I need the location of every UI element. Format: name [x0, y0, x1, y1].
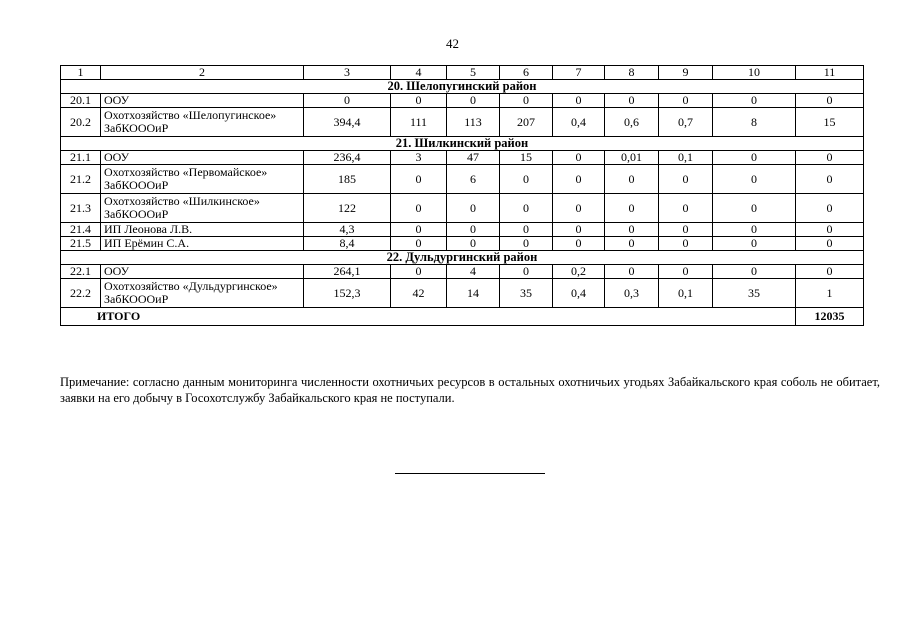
table-row: [61, 223, 864, 237]
row-value: 0: [713, 265, 796, 279]
row-value: 0: [713, 237, 796, 251]
row-value: 152,3: [304, 279, 391, 308]
row-value: 0: [447, 194, 500, 223]
row-value: 4,3: [304, 223, 391, 237]
row-value: 47: [447, 151, 500, 165]
row-number: 20.1: [61, 94, 101, 108]
row-value: 1: [796, 279, 864, 308]
row-value: 42: [391, 279, 447, 308]
row-value: 0: [713, 94, 796, 108]
row-value: 0: [500, 94, 553, 108]
table-row: [61, 279, 864, 308]
row-number: 22.2: [61, 279, 101, 308]
column-header: 2: [101, 66, 304, 80]
row-value: 15: [796, 108, 864, 137]
row-value: 0: [304, 94, 391, 108]
row-value: 0: [796, 94, 864, 108]
row-value: 0: [713, 165, 796, 194]
row-value: 0: [553, 165, 605, 194]
row-name: Охотхозяйство «Дульдургинское» ЗабКОООиР: [101, 279, 304, 308]
row-value: 0: [605, 237, 659, 251]
row-value: 0: [659, 165, 713, 194]
row-value: 0: [447, 237, 500, 251]
row-value: 0: [605, 265, 659, 279]
row-value: 0: [447, 223, 500, 237]
table-row: [61, 165, 864, 194]
row-value: 0: [659, 237, 713, 251]
total-value: 12035: [796, 308, 864, 326]
table-row: [61, 108, 864, 137]
row-number: 22.1: [61, 265, 101, 279]
row-value: 0: [391, 165, 447, 194]
row-value: 0: [447, 94, 500, 108]
row-value: 394,4: [304, 108, 391, 137]
row-name: ИП Леонова Л.В.: [101, 223, 304, 237]
row-value: 0: [391, 194, 447, 223]
row-name: ООУ: [101, 151, 304, 165]
row-name: ООУ: [101, 94, 304, 108]
row-value: 15: [500, 151, 553, 165]
row-value: 0: [659, 94, 713, 108]
row-value: 0: [500, 165, 553, 194]
row-name: Охотхозяйство «Шелопугинское» ЗабКОООиР: [101, 108, 304, 137]
row-value: 207: [500, 108, 553, 137]
row-number: 21.5: [61, 237, 101, 251]
row-value: 0: [605, 165, 659, 194]
row-name: ИП Ерёмин С.А.: [101, 237, 304, 251]
column-header: 4: [391, 66, 447, 80]
row-value: 236,4: [304, 151, 391, 165]
row-value: 0: [391, 265, 447, 279]
total-label: ИТОГО: [61, 308, 796, 326]
row-value: 0: [500, 223, 553, 237]
row-value: 0: [391, 94, 447, 108]
row-value: 0: [553, 94, 605, 108]
row-value: 3: [391, 151, 447, 165]
row-value: 35: [713, 279, 796, 308]
row-value: 0: [796, 194, 864, 223]
row-value: 0: [796, 165, 864, 194]
closing-rule: [395, 473, 545, 474]
row-value: 0: [796, 237, 864, 251]
table-row: [61, 194, 864, 223]
row-value: 4: [447, 265, 500, 279]
table-row: [61, 94, 864, 108]
page-number: 42: [446, 36, 459, 51]
column-header: 1: [61, 66, 101, 80]
row-number: 20.2: [61, 108, 101, 137]
section-title-row: [61, 251, 864, 265]
table-row: [61, 265, 864, 279]
column-header: 11: [796, 66, 864, 80]
row-value: 111: [391, 108, 447, 137]
row-name: ООУ: [101, 265, 304, 279]
table-body: [61, 66, 864, 326]
row-value: 0: [391, 223, 447, 237]
row-value: 0: [553, 237, 605, 251]
column-header: 10: [713, 66, 796, 80]
row-value: 264,1: [304, 265, 391, 279]
row-value: 0,1: [659, 151, 713, 165]
row-value: 0,3: [605, 279, 659, 308]
row-value: 0: [605, 194, 659, 223]
row-value: 0: [391, 237, 447, 251]
row-value: 113: [447, 108, 500, 137]
row-value: 0: [500, 237, 553, 251]
table-row: [61, 151, 864, 165]
row-value: 0: [796, 151, 864, 165]
row-value: 0,2: [553, 265, 605, 279]
row-value: 0: [659, 223, 713, 237]
column-header: 8: [605, 66, 659, 80]
footnote: Примечание: согласно данным мониторинга численности охотничьих ресурсов в остальных охотничьих угодьях Забайкальского края соболь не обитает, заявки на его добычу в Госохотслужбу Забайкальского края не поступали.: [60, 375, 880, 405]
row-value: 0,4: [553, 108, 605, 137]
data-table: [60, 65, 864, 326]
row-value: 0: [659, 265, 713, 279]
row-value: 0: [713, 223, 796, 237]
row-value: 0: [713, 151, 796, 165]
row-value: 0: [659, 194, 713, 223]
row-value: 8: [713, 108, 796, 137]
row-value: 0: [500, 194, 553, 223]
row-value: 0: [713, 194, 796, 223]
row-value: 122: [304, 194, 391, 223]
row-value: 0: [553, 151, 605, 165]
row-value: 0: [553, 223, 605, 237]
row-name: Охотхозяйство «Шилкинское» ЗабКОООиР: [101, 194, 304, 223]
row-value: 0: [796, 265, 864, 279]
row-number: 21.3: [61, 194, 101, 223]
row-value: 14: [447, 279, 500, 308]
row-number: 21.1: [61, 151, 101, 165]
row-value: 0,6: [605, 108, 659, 137]
section-title-row: [61, 137, 864, 151]
row-number: 21.2: [61, 165, 101, 194]
section-title: 22. Дульдургинский район: [61, 251, 864, 265]
row-name: Охотхозяйство «Первомайское» ЗабКОООиР: [101, 165, 304, 194]
row-number: 21.4: [61, 223, 101, 237]
section-title-row: [61, 80, 864, 94]
column-header: 6: [500, 66, 553, 80]
section-title: 21. Шилкинский район: [61, 137, 864, 151]
row-value: 0,1: [659, 279, 713, 308]
column-header: 3: [304, 66, 391, 80]
total-row: [61, 308, 864, 326]
row-value: 0: [605, 94, 659, 108]
column-header: 5: [447, 66, 500, 80]
column-header: 9: [659, 66, 713, 80]
table-row: [61, 237, 864, 251]
row-value: 35: [500, 279, 553, 308]
row-value: 6: [447, 165, 500, 194]
row-value: 8,4: [304, 237, 391, 251]
row-value: 0: [500, 265, 553, 279]
row-value: 185: [304, 165, 391, 194]
row-value: 0: [553, 194, 605, 223]
row-value: 0,01: [605, 151, 659, 165]
section-title: 20. Шелопугинский район: [61, 80, 864, 94]
row-value: 0: [605, 223, 659, 237]
row-value: 0: [796, 223, 864, 237]
row-value: 0,7: [659, 108, 713, 137]
column-header: 7: [553, 66, 605, 80]
row-value: 0,4: [553, 279, 605, 308]
header-row: [61, 66, 864, 80]
